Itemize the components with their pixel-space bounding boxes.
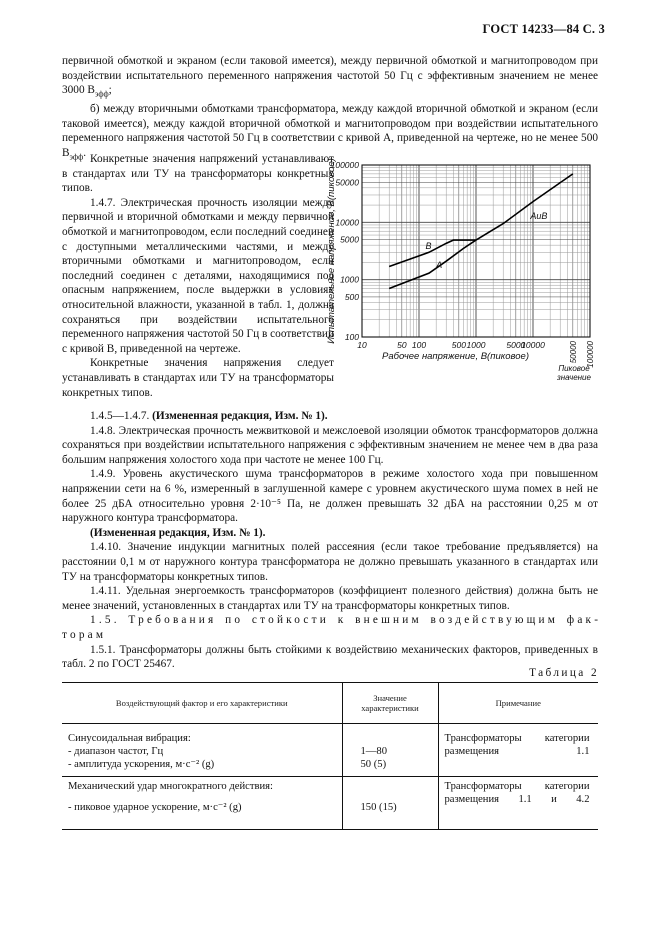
amend-note: 1.4.5—1.4.7. (Измененная редакция, Изм. № 1). — [90, 410, 328, 422]
x-tick-label: 100 — [411, 340, 427, 350]
x-tick-label: 50 — [397, 340, 407, 350]
table-2 — [62, 682, 598, 830]
paragraph-1-4-8: 1.4.8. Электрическая прочность межвитковой и межслоевой изоляции обмоток трансформаторов должна сохраняться при воздействии испытательного напряжения с эффективным значением не менее чем в два раза большим напряжения холостого хода при частоте не менее 100 Гц. — [62, 424, 598, 466]
paragraph: Конкретные значения напряжения следует устанавливать в стандартах или ТУ на трансформаторы конкретных типов. — [62, 357, 334, 399]
left-column-text — [62, 152, 334, 400]
factor-item: - диапазон частот, Гц — [68, 746, 164, 757]
paragraph-1-5-1: 1.5.1. Трансформаторы должны быть стойкими к воздействию механических факторов, приведенных в табл. 2 по ГОСТ 25467. — [62, 643, 598, 671]
paragraph: б) между вторичными обмотками трансформатора, между каждой вторичной обмоткой и экраном (если таковой имеется), между каждой вторичной обмоткой и магнитопроводом при воздействии испытательного переменного напряжения частотой 50 Гц в соответствии с кривой А, приведенной на чертеже, но не менее 500 $В_{эфф}$. — [62, 103, 598, 162]
paragraph: 1.4.7. Электрическая прочность изоляции между первичной и вторичной обмотками и между первичной обмоткой и магнитопроводом, если последний соединен с доступными металлическими частями, и между вторичными обмотками и магнитопроводом, если последний соединен с деталями, находящимися под опасным напряжением, после выдержки в условиях относительной влажности, указанной в табл. 1, должна сохраняться при воздействии испытательного переменного напряжения частотой 50 Гц в соответствии с кривой В, приведенной на чертеже. — [62, 196, 334, 355]
x-tick-label: 50000 — [568, 341, 578, 364]
curve-label-b: В — [425, 241, 432, 252]
curve-label-ab: АиВ — [530, 210, 548, 221]
x-tick-label: 100000 — [586, 341, 595, 368]
x-tick-label: 500 — [451, 340, 466, 350]
paragraph-1-4-10: 1.4.10. Значение индукции магнитных полей рассеяния (если такое требование предъявляется) на расстоянии 0,1 м от наружного контура трансформатора не должно превышать указанного в стандартах или ТУ на трансформаторы конкретных типов. — [62, 541, 598, 583]
table-header: Значение характеристики — [342, 683, 438, 724]
amend-note: (Измененная редакция, Изм. № 1). — [90, 526, 266, 539]
x-tick-label: 5000 — [506, 340, 526, 350]
value-cell: 150 (15) — [360, 802, 397, 813]
note-cell: Трансформаторы категории размещения 1.1 и 4.2 — [444, 781, 590, 805]
y-tick-label: 10000 — [335, 217, 359, 228]
table-caption: Таблица 2 — [529, 667, 599, 679]
factor-item: - пиковое ударное ускорение, м·с⁻² (g) — [68, 802, 242, 813]
section-heading-1-5: 1.5. Требования по стойкости к внешним воздействующим факторам — [62, 614, 598, 641]
table-header: Примечание — [438, 683, 598, 724]
factor-title: Синусоидальная вибрация: — [68, 733, 191, 744]
table-row — [62, 777, 598, 830]
page-header: ГОСТ 14233—84 С. 3 — [482, 22, 605, 36]
table-row — [62, 724, 598, 777]
curve-label-a: А — [436, 259, 443, 270]
y-tick-label: 100 — [344, 332, 359, 342]
paragraph: Конкретные значения напряжений устанавливают в стандартах или ТУ на трансформаторы конкретных типов. — [62, 153, 334, 195]
table-header: Воздействующий фактор и его характеристики — [62, 683, 342, 724]
y-tick-label: 1000 — [340, 274, 359, 285]
value-cell: 1—80 — [360, 746, 387, 757]
factor-item: - амплитуда ускорения, м·с⁻² (g) — [68, 759, 215, 770]
note-cell: Трансформаторы категории размещения 1.1 — [444, 733, 590, 757]
x-tick-label: 10000 — [521, 340, 545, 350]
y-tick-label: 500 — [344, 291, 359, 302]
y-tick-label: 5000 — [340, 234, 359, 245]
chart-svg — [322, 145, 622, 393]
x-tick-label: 10 — [357, 340, 367, 350]
x-extra-label: значение — [557, 373, 591, 382]
table-header-row — [62, 683, 598, 724]
x-extra-label: Пиковое — [558, 364, 590, 373]
paragraph-1-4-9: 1.4.9. Уровень акустического шума трансформаторов в режиме холостого хода при повышенном напряжении сети на 6 %, измеренный в заглушенной камере с уровнем акустического шума помех в ней не более 25 дБА относительно уровня 2·10⁻⁵ Па, не должен превышать 32 дБА на расстоянии 0,25 м от наружного контура трансформатора. — [62, 468, 598, 525]
factor-title: Механический удар многократного действия: — [68, 781, 273, 792]
x-axis-label: Рабочее напряжение, В(пиковое) — [382, 351, 529, 362]
x-tick-label: 1000 — [466, 340, 486, 350]
paragraph: первичной обмоткой и экраном (если таковой имеется), между первичной обмоткой и магнитопроводом при воздействии испытательного переменного напряжения частотой 50 Гц с эффективным значением не менее 3000 $В_{эфф}$; — [62, 55, 598, 99]
paragraph-1-4-11: 1.4.11. Удельная энергоемкость трансформаторов (коэффициент полезного действия) должна быть не менее значений, установленных в стандартах или ТУ на трансформаторы конкретных типов. — [62, 585, 598, 612]
y-axis-label: Испытательное напряжение, В(пиковое) — [326, 158, 337, 344]
y-tick-label: 100000 — [330, 160, 359, 170]
value-cell: 50 (5) — [360, 759, 387, 770]
y-tick-label: 50000 — [335, 177, 359, 188]
body-text — [62, 409, 598, 672]
voltage-chart — [322, 145, 622, 393]
